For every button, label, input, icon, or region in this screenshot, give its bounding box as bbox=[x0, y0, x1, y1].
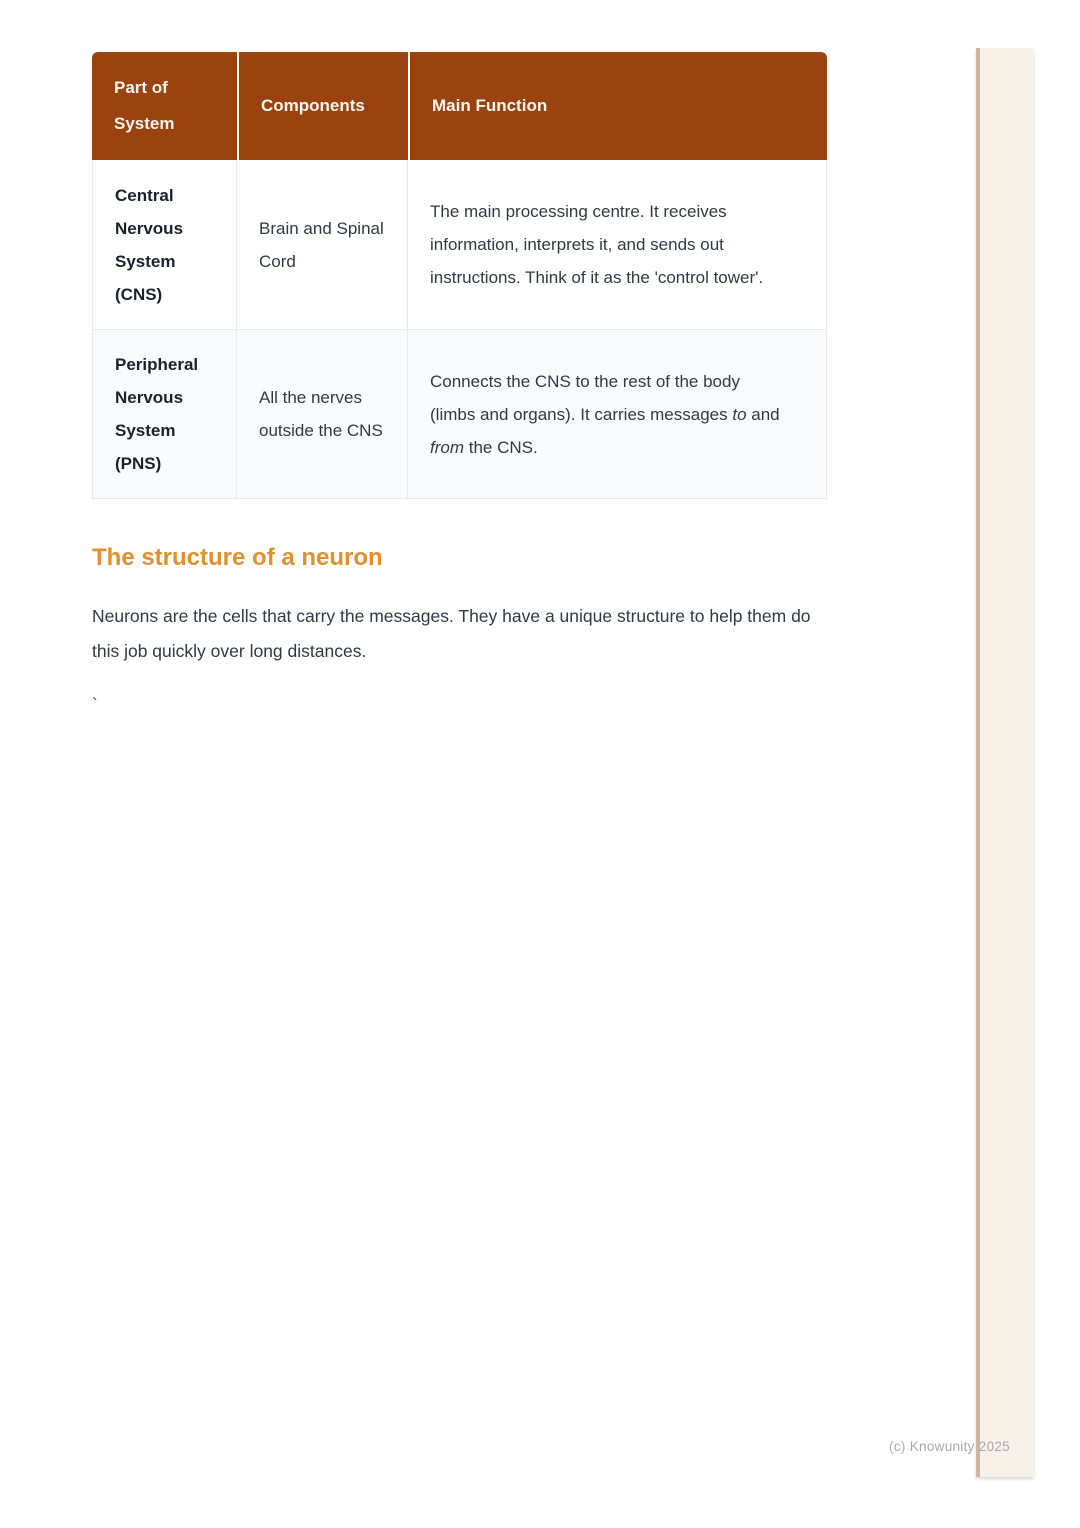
cell-text: Peripheral Nervous System (PNS) bbox=[115, 355, 199, 473]
table-cell-pns-components bbox=[237, 330, 408, 499]
nervous-system-table bbox=[92, 52, 827, 499]
header-label: Components bbox=[261, 96, 365, 115]
table-header-main-function bbox=[408, 52, 827, 160]
cell-text: The main processing centre. It receives information, interprets it, and sends out instructions. Think of it as the 'control tower'. bbox=[430, 202, 764, 287]
copyright-notice: (c) Knowunity 2025 bbox=[889, 1439, 1010, 1454]
stray-backtick-character: ` bbox=[92, 695, 98, 714]
page-content bbox=[92, 52, 827, 715]
table-cell-pns-function bbox=[408, 330, 827, 499]
section-heading-neuron-structure: The structure of a neuron bbox=[92, 544, 383, 571]
cell-text: All the nerves outside the CNS bbox=[259, 388, 383, 440]
cell-text: Central Nervous System (CNS) bbox=[115, 185, 184, 304]
table-cell-cns-components bbox=[237, 160, 408, 330]
table-cell-pns-part bbox=[92, 330, 237, 499]
cell-text: Brain and Spinal Cord bbox=[259, 218, 384, 271]
header-label: Main Function bbox=[432, 96, 548, 115]
page-edge-stripe bbox=[976, 48, 1034, 1477]
header-label: Part of System bbox=[114, 78, 175, 133]
section-paragraph: Neurons are the cells that carry the messages. They have a unique structure to help them do this job quickly over long distances. bbox=[92, 606, 811, 661]
table-cell-cns-part bbox=[92, 160, 237, 330]
cell-text: Connects the CNS to the rest of the body (limbs and organs). It carries messages to and from the CNS. bbox=[430, 371, 780, 457]
table-header-components bbox=[237, 52, 408, 160]
table-cell-cns-function bbox=[408, 160, 827, 330]
table-header-part-of-system bbox=[92, 52, 237, 160]
